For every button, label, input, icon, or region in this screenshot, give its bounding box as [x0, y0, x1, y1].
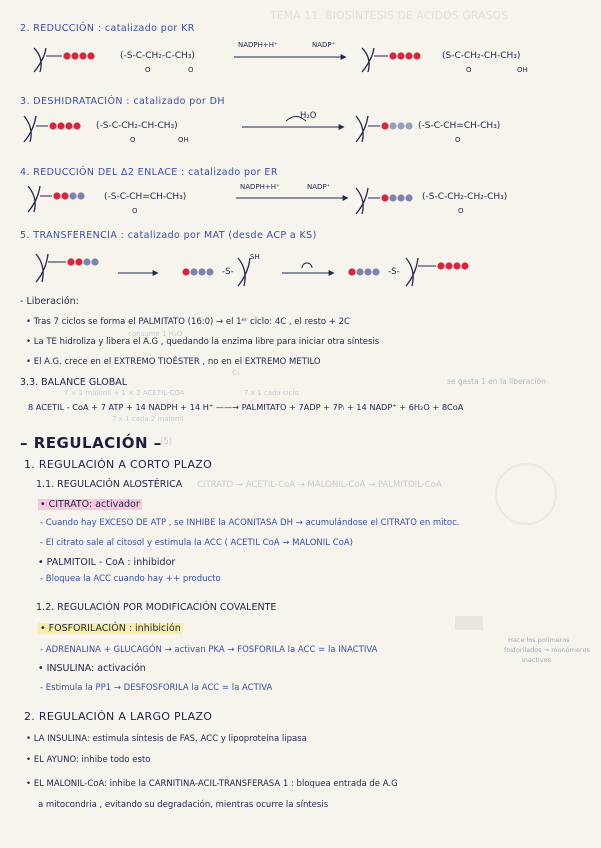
liberacion-item: • La TE hidroliza y libera el A.G , quedando la enzima libre para iniciar otra síntesis: [26, 337, 380, 347]
side-note: inactivos: [522, 656, 552, 664]
citrato-heading: [38, 500, 142, 510]
step3-o-mark: O: [455, 136, 461, 144]
side-note: Hace los polímeros: [508, 636, 570, 644]
step3-o-mark: O: [130, 136, 136, 144]
step2-title: 2. REDUCCIÓN : catalizado por KR: [20, 23, 195, 34]
step2-o-mark: O: [466, 66, 472, 74]
citrato-highlight: • CITRATO: activador: [40, 499, 140, 510]
fosforilacion-highlight: • FOSFORILACIÓN : inhibición: [40, 623, 181, 634]
step4-cofactor-2: NADP⁺: [307, 183, 331, 191]
step4-title: 4. REDUCCIÓN DEL ∆2 ENLACE : catalizado por ER: [20, 167, 278, 178]
alosterica-heading: 1.1. REGULACIÓN ALOSTÉRICA: [36, 479, 183, 490]
fosforilacion-line: - ADRENALINA + GLUCAGÓN → activan PKA → FOSFORILA la ACC = la INACTIVA: [40, 645, 378, 655]
step2-o-mark: O: [145, 66, 151, 74]
balance-pale-1: 7 × 1 malonil + 1 × 2 ACETIL-COA: [64, 389, 185, 397]
largo-item: • EL AYUNO: inhibe todo esto: [26, 755, 151, 765]
step4-o-mark: O: [132, 207, 138, 215]
step5-link-2: -S-: [388, 267, 400, 277]
balance-note-right: se gasta 1 en la liberación: [447, 377, 546, 386]
palmitoil-heading: • PALMITOIL - CoA : inhibidor: [38, 557, 176, 568]
balance-pale-2: 7 x 1 cada 2 malonil: [112, 415, 184, 423]
step2-right-formula: (S-C-CH₂-CH-CH₃): [442, 51, 521, 61]
step4-cofactor-1: NADPH+H⁺: [240, 183, 280, 191]
palmitoil-line: - Bloquea la ACC cuando hay ++ producto: [40, 574, 221, 584]
fosforilacion-heading: [38, 624, 183, 634]
step5-link-1: -S-: [222, 267, 234, 277]
balance-equation: 8 ACETIL - CoA + 7 ATP + 14 NADPH + 14 H⁺ ——→ PALMITATO + 7ADP + 7Pᵢ + 14 NADP⁺ + 6H₂O + 8CoA: [28, 402, 464, 412]
regulacion-title: – REGULACIÓN –: [20, 434, 162, 452]
step3-title: 3. DESHIDRATACIÓN : catalizado por DH: [20, 96, 225, 107]
step3-water-label: H₂O: [300, 111, 317, 121]
balance-pale-3: 7 x 1 cada ciclo: [244, 389, 299, 397]
corto-plazo-heading: 1. REGULACIÓN A CORTO PLAZO: [24, 458, 213, 471]
step3-right-formula: (-S-C-CH=CH-CH₃): [418, 121, 501, 131]
step5-sh-label: SH: [250, 253, 260, 261]
step2-cofactor-1: NADPH+H⁺: [238, 41, 278, 49]
largo-item: a mitocondria , evitando su degradación, mientras ocurre la síntesis: [38, 800, 329, 810]
insulina-line: - Estimula la PP1 → DESFOSFORILA la ACC = la ACTIVA: [40, 683, 273, 693]
step5-title: 5. TRANSFERENCIA : catalizado por MAT (desde ACP a KS): [20, 230, 317, 241]
liberacion-heading: - Liberación:: [20, 296, 79, 307]
step2-o-mark: O: [188, 66, 194, 74]
side-note: fosforilados → monómeros: [504, 646, 590, 654]
step4-o-mark: O: [458, 207, 464, 215]
covalente-heading: 1.2. REGULACIÓN POR MODIFICACIÓN COVALENTE: [36, 602, 277, 613]
step2-left-formula: (-S-C-CH₂-C-CH₃): [120, 51, 195, 61]
liberacion-pale-note: consume 1 H₂O: [128, 330, 183, 338]
citrato-line: - Cuando hay EXCESO DE ATP , se INHIBE la ACONITASA DH → acumulándose el CITRATO en mitoc.: [40, 518, 460, 528]
regulacion-title-pale: (5): [160, 437, 173, 447]
balance-title: 3.3. BALANCE GLOBAL: [20, 377, 128, 388]
largo-plazo-heading: 2. REGULACIÓN A LARGO PLAZO: [24, 710, 213, 723]
liberacion-item: • El A.G. crece en el EXTREMO TIOÉSTER , no en el EXTREMO METILO: [26, 357, 321, 367]
step3-left-formula: (-S-C-CH₂-CH-CH₃): [96, 121, 178, 131]
step2-cofactor-2: NADP⁺: [312, 41, 336, 49]
citrato-line: - El citrato sale al citosol y estimula la ACC ( ACETIL CoA → MALONIL CoA): [40, 538, 353, 548]
step4-left-formula: (-S-C-CH=CH-CH₃): [104, 192, 187, 202]
largo-item: • LA INSULINA: estimula síntesis de FAS, ACC y lipoproteína lipasa: [26, 734, 307, 744]
largo-item: • EL MALONIL-CoA: inhibe la CARNITINA-ACIL-TRANSFERASA 1 : bloquea entrada de A.G: [26, 779, 398, 789]
step4-right-formula: (-S-C-CH₂-CH₂-CH₃): [422, 192, 508, 202]
ghost-title: TEMA 11. BIOSÍNTESIS DE ÁCIDOS GRASOS: [270, 9, 509, 22]
liberacion-pale-c: C₁: [232, 369, 240, 377]
alosterica-pale-pathway: CITRATO → ACETIL-CoA → MALONIL-CoA → PALMITOIL-CoA: [197, 480, 442, 490]
step2-oh-mark: OH: [517, 66, 528, 74]
step3-oh-mark: OH: [178, 136, 189, 144]
liberacion-item: • Tras 7 ciclos se forma el PALMITATO (16:0) → el 1ᵉʳ ciclo: 4C , el resto + 2C: [26, 317, 350, 327]
insulina-heading: • INSULINA: activación: [38, 663, 146, 674]
